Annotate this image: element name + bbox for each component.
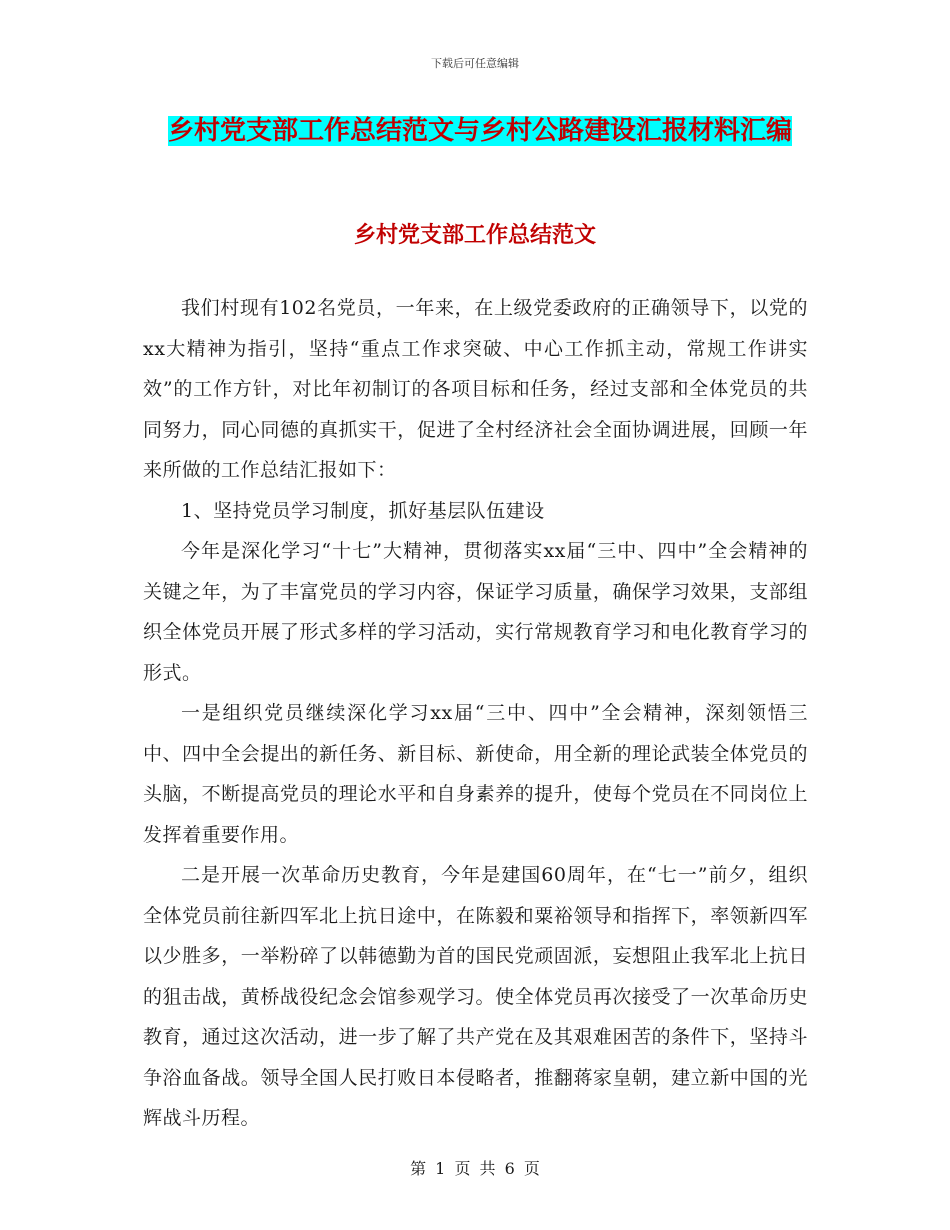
document-title-text: 乡村党支部工作总结范文与乡村公路建设汇报材料汇编: [167, 116, 792, 146]
paragraph-point-1: 一是组织党员继续深化学习xx届“三中、四中”全会精神，深刻领悟三中、四中全会提出的新任务、新目标、新使命，用全新的理论武装全体党员的头脑，不断提高党员的理论水平和自身素养的提升，使每个党员在不同岗位上发挥着重要作用。: [143, 702, 808, 846]
paragraph-point-2: 二是开展一次革命历史教育，今年是建国60周年，在“七一”前夕，组织全体党员前往新四军北上抗日途中，在陈毅和粟裕领导和指挥下，率领新四军以少胜多，一举粉碎了以韩德勤为首的国民党顽固派，妄想阻止我军北上抗日的狙击战，黄桥战役纪念会馆参观学习。使全体党员再次接受了一次革命历史教育，通过这次活动，进一步了解了共产党在及其艰难困苦的条件下，坚持斗争浴血备战。领导全国人民打败日本侵略者，推翻蒋家皇朝，建立新中国的光辉战斗历程。: [143, 864, 808, 1129]
section-title: 乡村党支部工作总结范文: [353, 222, 596, 248]
paragraph-study: 今年是深化学习“十七”大精神，贯彻落实xx届“三中、四中”全会精神的关键之年，为了丰富党员的学习内容，保证学习质量，确保学习效果，支部组织全体党员开展了形式多样的学习活动，实行常规教育学习和电化教育学习的形式。: [143, 540, 808, 684]
page-header-note: 下载后可任意编辑: [431, 57, 519, 70]
page-number: 第 1 页 共 6 页: [410, 1159, 540, 1178]
document-title: [150, 108, 810, 154]
paragraph-intro: 我们村现有102名党员，一年来，在上级党委政府的正确领导下，以党的xx大精神为指引，坚持“重点工作求突破、中心工作抓主动，常规工作讲实效”的工作方针，对比年初制订的各项目标和任务，经过支部和全体党员的共同努力，同心同德的真抓实干，促进了全村经济社会全面协调进展，回顾一年来所做的工作总结汇报如下：: [143, 297, 808, 481]
document-body: [143, 288, 808, 1139]
paragraph-heading-1: 1、坚持党员学习制度，抓好基层队伍建设: [181, 499, 545, 522]
